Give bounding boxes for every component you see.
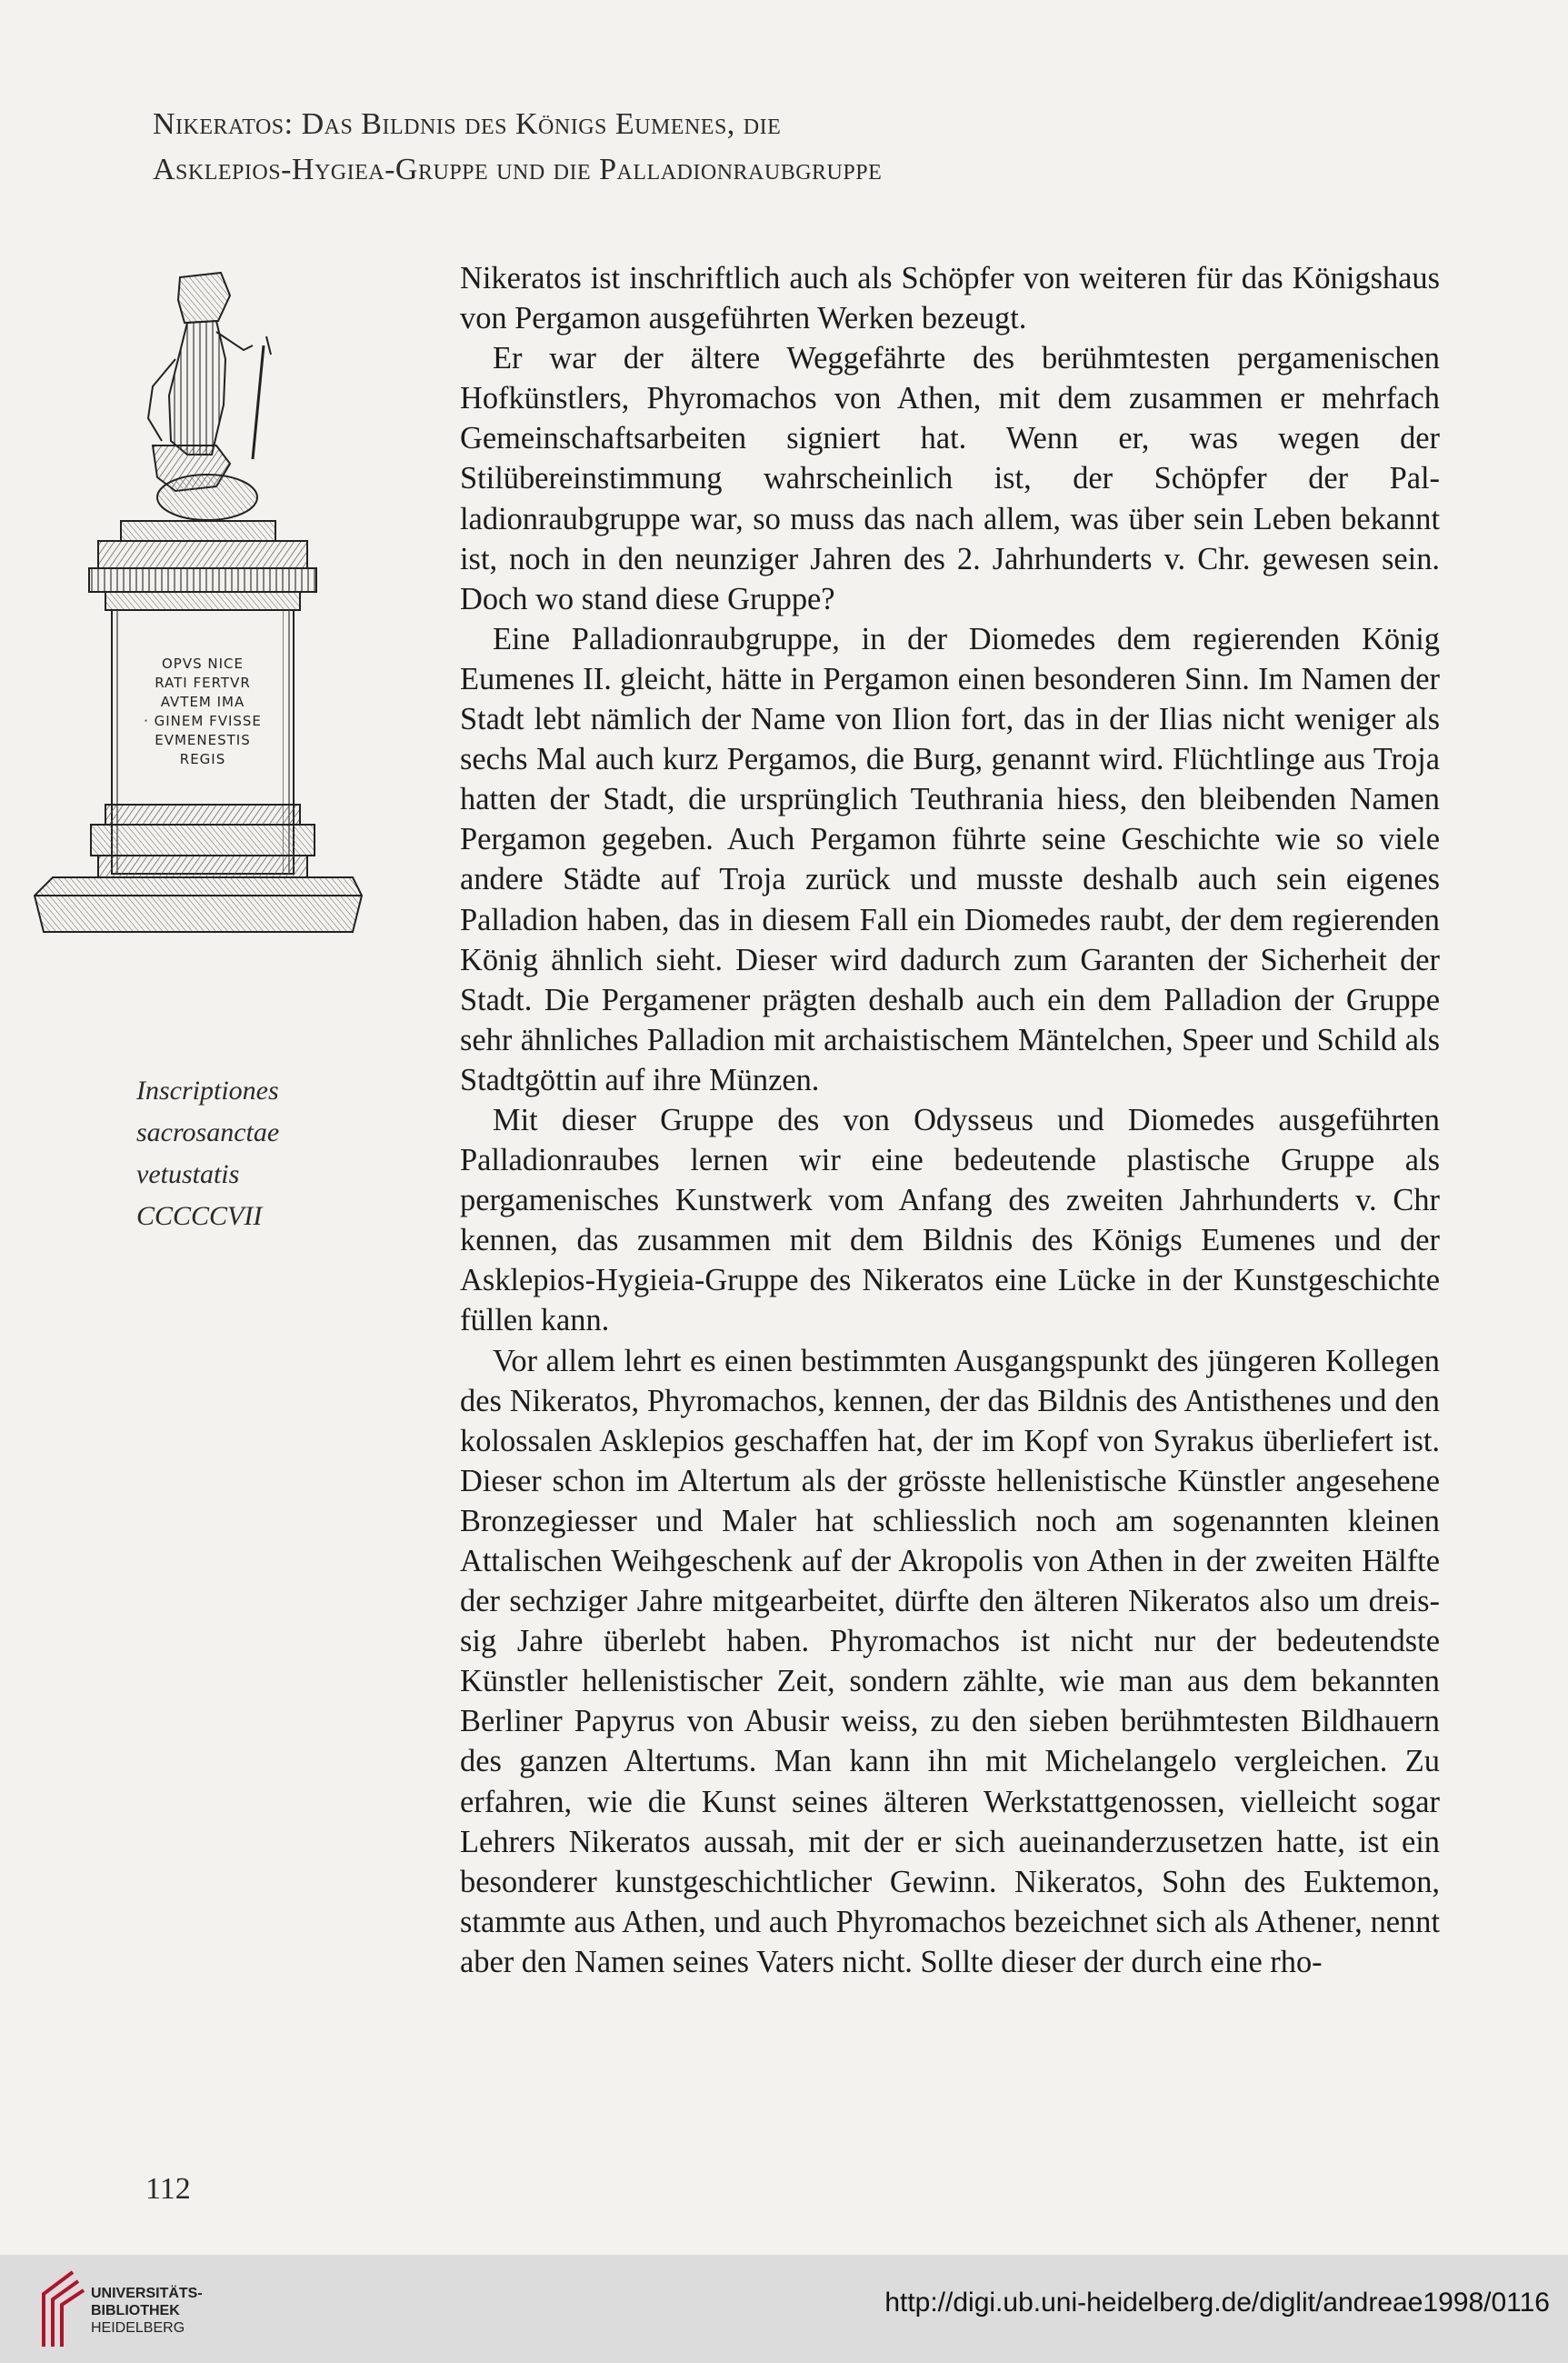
inscription-line: · GINEM FVISSE <box>144 713 262 729</box>
library-name-line: HEIDELBERG <box>91 2320 185 2336</box>
inscription-line: OPVS NICE <box>162 656 244 672</box>
inscription-line: EVMENESTIS <box>155 732 251 748</box>
inscription-line: REGIS <box>179 751 226 767</box>
running-head-line-1: Nikeratos: Das Bildnis des Königs Eumenes, die <box>153 107 782 141</box>
statue-illustration <box>25 259 380 1068</box>
source-url-link[interactable]: http://digi.ub.uni-heidelberg.de/diglit/andreae1998/0116 <box>884 2288 1550 2318</box>
caption-line: sacrosanctae <box>136 1117 280 1147</box>
running-head <box>153 102 1425 193</box>
figure-caption <box>136 1070 318 1237</box>
running-head-line-2: Asklepios-Hygiea-Gruppe und die Palladionraubgruppe <box>153 153 883 186</box>
library-name <box>91 2285 203 2337</box>
paragraph: Er war der ältere Weggefährte des berühmtesten pergamenischen Hofkünstlers, Phyromachos von Athen, mit dem zusammen er mehrfach Gemeinschaftsarbeiten signiert hat. Wenn er, was wegen der Stilübereinstimmung wahrscheinlich ist, der Schöpfer der Palladionraubgruppe war, so muss das nach allem, was über sein Leben bekannt ist, noch in den neunziger Jahren des 2. Jahrhunderts v. Chr. gewesen sein. Doch wo stand diese Gruppe? <box>460 341 1440 616</box>
footer-bar <box>0 2255 1568 2363</box>
paragraph: Nikeratos ist inschriftlich auch als Schöpfer von weiteren für das Königshaus von Pergamon ausgeführten Werken bezeugt. <box>460 261 1440 336</box>
caption-line: Inscriptiones <box>136 1076 279 1106</box>
library-logo-icon <box>36 2267 91 2350</box>
statue-engraving <box>25 259 380 1068</box>
paragraph: Eine Palladionraubgruppe, in der Diomedes dem regierenden König Eumenes II. gleicht, hätte in Pergamon einen besonderen Sinn. Im Namen der Stadt lebt nämlich der Name von Ilion fort, das in der Ilias nicht weniger als sechs Mal auch kurz Pergamos, die Burg, genannt wird. Flüchtlinge aus Troja hatten der Stadt, die ursprünglich Teuthrania hiess, den bleibenden Namen Pergamon gegeben. Auch Pergamon führte seine Geschichte wie so viele andere Städte auf Troja zurück und musste deshalb auch sein eigenes Palladion haben, das in diesem Fall ein Diomedes raubt, der dem regierenden König ähnlich sieht. Dieser wird dadurch zum Garanten der Sicherheit der Stadt. Die Pergamener prägten deshalb auch ein dem Palladion der Gruppe sehr ähnliches Palladion mit archaistischem Mäntelchen, Speer und Schild als Stadtgöttin auf ihre Münzen. <box>460 621 1440 1097</box>
page-number: 112 <box>145 2172 191 2206</box>
paragraph: Vor allem lehrt es einen bestimmten Ausgangspunkt des jüngeren Kollegen des Nikeratos, Phyromachos, kennen, der das Bildnis des Antisthenes und den kolossalen Asklepios geschaffen hat, der im Kopf von Syrakus überliefert ist. Dieser schon im Altertum als der grösste hellenistische Künstler angesehene Bronzegiesser und Maler hat schliesslich noch am sogenannten kleinen Attalischen Weihgeschenk auf der Akropolis von Athen in der zweiten Hälfte der sechziger Jahre mitgearbeitet, dürfte den älteren Nikeratos also um dreissig Jahre überlebt haben. Phyromachos ist nicht nur der bedeutendste Künstler hellenistischer Zeit, sondern zählte, wie man aus dem bekannten Berliner Papyrus von Abusir weiss, zu den sieben berühmtesten Bildhauern des ganzen Altertums. Man kann ihn mit Michelangelo vergleichen. Zu erfahren, wie die Kunst seines älteren Werkstattgenossen, vielleicht sogar Lehrers Nikeratos aussah, mit der er sich aueinanderzusetzen hatte, ist ein besonderer kunstgeschichtlicher Gewinn. Nikeratos, Sohn des Euktemon, stammte aus Athen, und auch Phyromachos bezeichnet sich als Athener, nennt aber den Namen seines Vaters nicht. Sollte dieser der durch eine rho- <box>460 1343 1440 1979</box>
caption-line: CCCCCVII <box>136 1201 263 1231</box>
figure-statue <box>148 273 271 520</box>
library-name-line: UNIVERSITÄTS- <box>91 2286 203 2301</box>
body-text <box>460 258 1440 1982</box>
inscription-line: RATI FERTVR <box>155 675 251 691</box>
paragraph: Mit dieser Gruppe des von Odysseus und Diomedes ausgeführten Palladionraubes lernen wir eine bedeutende plastische Gruppe als pergamenisches Kunstwerk vom Anfang des zweiten Jahrhunderts v. Chr kennen, das zusammen mit dem Bildnis des Königs Eumenes und der Asklepios-Hygieia-Gruppe des Nikeratos eine Lücke in der Kunstgeschichte füllen kann. <box>460 1102 1440 1338</box>
library-name-line: BIBLIOTHEK <box>91 2303 180 2318</box>
caption-line: vetustatis <box>136 1159 240 1189</box>
inscription-line: AVTEM IMA <box>160 694 245 710</box>
pedestal-inscription <box>144 656 262 767</box>
